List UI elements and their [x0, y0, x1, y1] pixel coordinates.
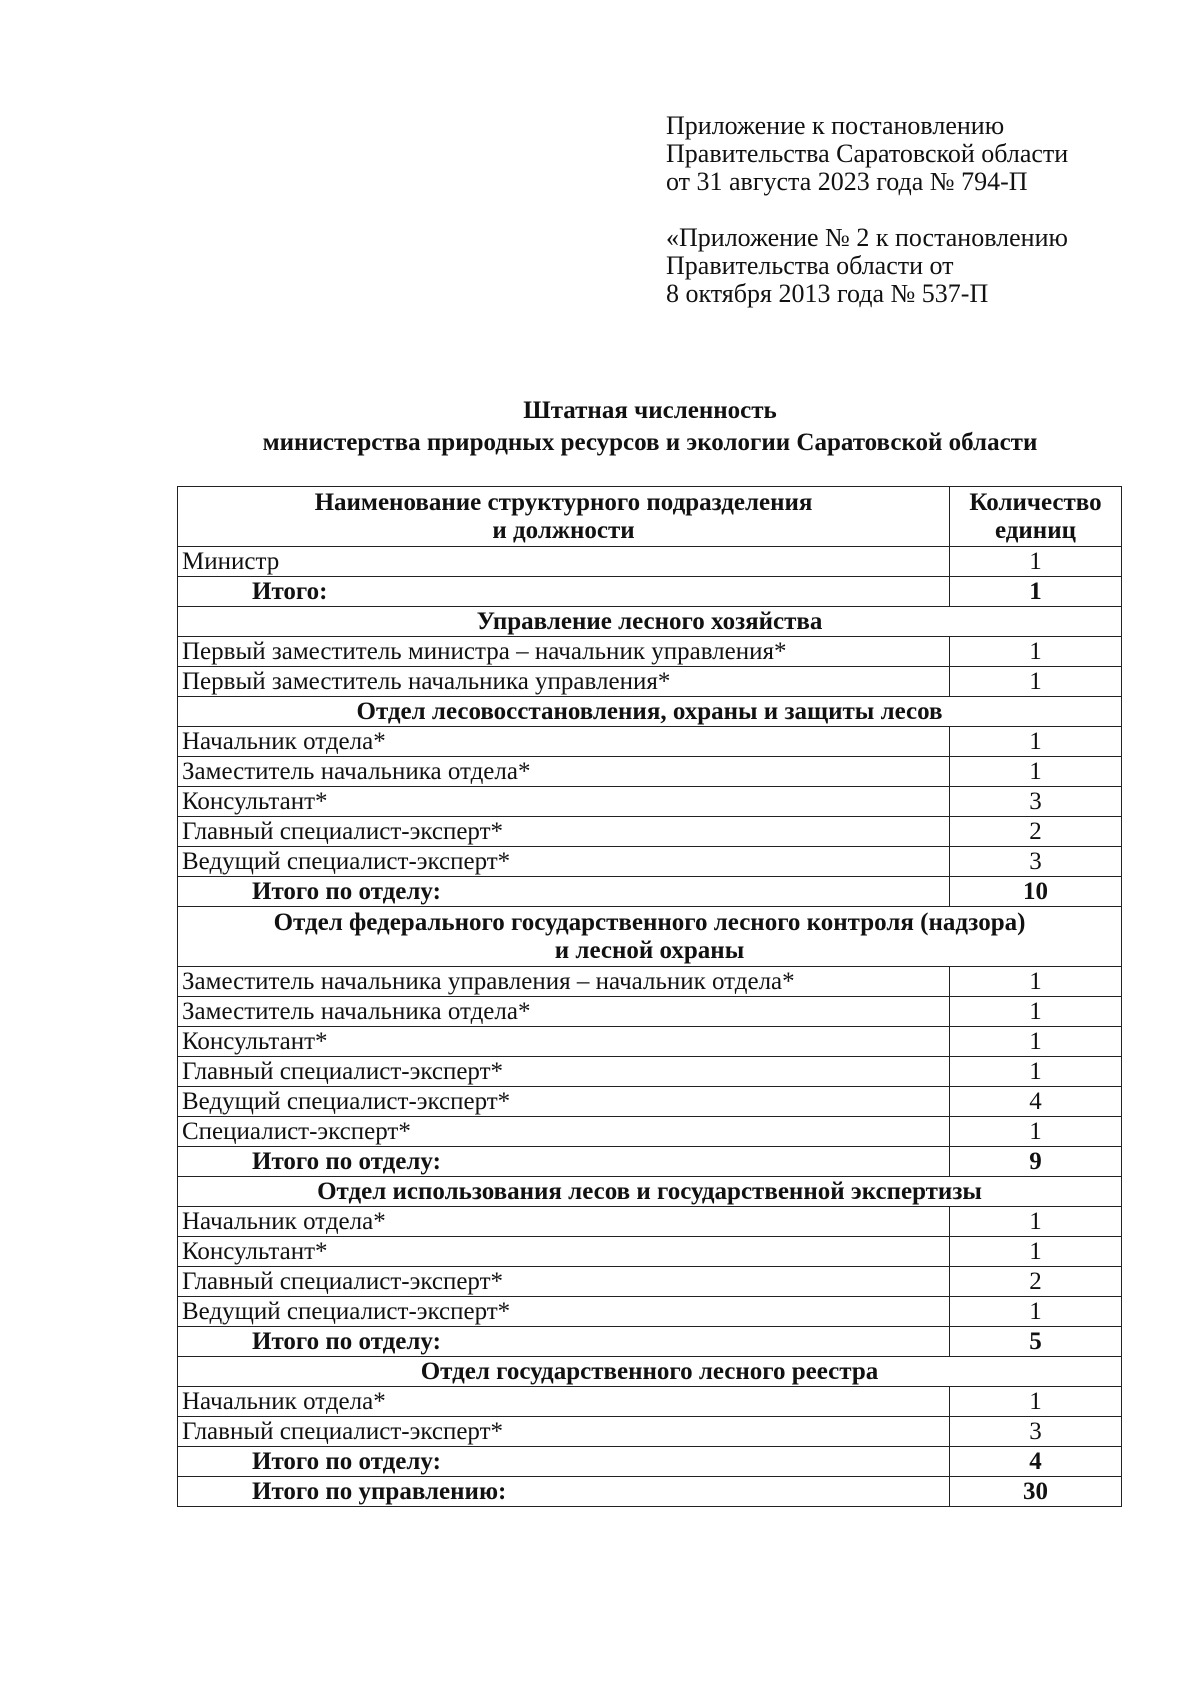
total-value: 10: [950, 877, 1122, 907]
position-name: Начальник отдела*: [178, 727, 950, 757]
header-line: от 31 августа 2023 года № 794-П: [666, 167, 1028, 196]
position-name: Заместитель начальника управления – начальник отдела*: [178, 967, 950, 997]
position-count: 1: [950, 1057, 1122, 1087]
total-value: 4: [950, 1447, 1122, 1477]
table-row: [178, 1387, 1122, 1417]
table-row: [178, 1207, 1122, 1237]
position-count: 2: [950, 817, 1122, 847]
position-name: Министр: [178, 547, 950, 577]
document-title: Штатная численность: [523, 397, 777, 424]
table-row: [178, 967, 1122, 997]
position-count: 1: [950, 997, 1122, 1027]
position-count: 1: [950, 547, 1122, 577]
position-count: 1: [950, 967, 1122, 997]
position-count: 1: [950, 727, 1122, 757]
position-count: 1: [950, 757, 1122, 787]
section-row: [178, 907, 1122, 967]
section-title: Отдел государственного лесного реестра: [178, 1357, 1122, 1387]
position-name: Ведущий специалист-эксперт*: [178, 1087, 950, 1117]
grand-total-label: Итого по управлению:: [178, 1477, 950, 1507]
section-title: Управление лесного хозяйства: [178, 607, 1122, 637]
table-header-row: [178, 487, 1122, 547]
position-count: 2: [950, 1267, 1122, 1297]
section-row: [178, 1177, 1122, 1207]
section-title: [178, 907, 1122, 967]
staffing-table-wrapper: [177, 486, 1121, 1507]
position-count: 1: [950, 1387, 1122, 1417]
position-name: Начальник отдела*: [178, 1207, 950, 1237]
position-name: Консультант*: [178, 787, 950, 817]
position-name: Главный специалист-эксперт*: [178, 1057, 950, 1087]
appendix-header: [666, 112, 1186, 308]
section-title: Отдел использования лесов и государственной экспертизы: [178, 1177, 1122, 1207]
position-name: Главный специалист-эксперт*: [178, 1267, 950, 1297]
total-row: [178, 877, 1122, 907]
table-row: [178, 787, 1122, 817]
total-row: [178, 1447, 1122, 1477]
total-label: Итого по отделу:: [178, 877, 950, 907]
total-value: 1: [950, 577, 1122, 607]
position-count: 1: [950, 1117, 1122, 1147]
header-line: Приложение к постановлению: [666, 111, 1005, 140]
total-label: Итого:: [178, 577, 950, 607]
table-row: [178, 667, 1122, 697]
table-row: [178, 1267, 1122, 1297]
table-row: [178, 637, 1122, 667]
total-label: Итого по отделу:: [178, 1447, 950, 1477]
header-line: 8 октября 2013 года № 537-П: [666, 279, 989, 308]
position-count: 4: [950, 1087, 1122, 1117]
section-title-line1: Отдел федерального государственного лесного контроля (надзора): [273, 908, 1026, 936]
table-row: [178, 547, 1122, 577]
section-title: Отдел лесовосстановления, охраны и защиты лесов: [178, 697, 1122, 727]
position-name: Консультант*: [178, 1027, 950, 1057]
col-header-name: [178, 487, 950, 547]
position-name: Ведущий специалист-эксперт*: [178, 847, 950, 877]
position-name: Заместитель начальника отдела*: [178, 997, 950, 1027]
total-row: [178, 577, 1122, 607]
col-header-count-line2: единиц: [994, 516, 1077, 544]
position-name: Первый заместитель министра – начальник управления*: [178, 637, 950, 667]
table-row: [178, 1417, 1122, 1447]
table-row: [178, 757, 1122, 787]
position-count: 3: [950, 1417, 1122, 1447]
section-title-line2: и лесной охраны: [554, 936, 745, 964]
position-count: 3: [950, 787, 1122, 817]
header-spacer: [666, 196, 1186, 224]
section-row: [178, 607, 1122, 637]
table-row: [178, 1117, 1122, 1147]
position-name: Заместитель начальника отдела*: [178, 757, 950, 787]
total-label: Итого по отделу:: [178, 1147, 950, 1177]
grand-total-row: [178, 1477, 1122, 1507]
position-count: 3: [950, 847, 1122, 877]
total-row: [178, 1147, 1122, 1177]
header-line: «Приложение № 2 к постановлению: [666, 223, 1068, 252]
position-count: 1: [950, 667, 1122, 697]
position-count: 1: [950, 1297, 1122, 1327]
position-name: Главный специалист-эксперт*: [178, 1417, 950, 1447]
table-row: [178, 997, 1122, 1027]
total-label: Итого по отделу:: [178, 1327, 950, 1357]
table-row: [178, 1057, 1122, 1087]
total-value: 5: [950, 1327, 1122, 1357]
position-count: 1: [950, 1207, 1122, 1237]
table-row: [178, 847, 1122, 877]
staffing-table: [177, 486, 1122, 1507]
position-count: 1: [950, 1237, 1122, 1267]
position-name: Специалист-эксперт*: [178, 1117, 950, 1147]
position-count: 1: [950, 637, 1122, 667]
section-row: [178, 697, 1122, 727]
position-name: Начальник отдела*: [178, 1387, 950, 1417]
col-header-count-line1: Количество: [969, 488, 1102, 516]
col-header-count: [950, 487, 1122, 547]
position-name: Главный специалист-эксперт*: [178, 817, 950, 847]
section-row: [178, 1357, 1122, 1387]
col-header-name-line2: и должности: [492, 516, 635, 544]
position-count: 1: [950, 1027, 1122, 1057]
grand-total-value: 30: [950, 1477, 1122, 1507]
header-line: Правительства области от: [666, 251, 954, 280]
table-row: [178, 1297, 1122, 1327]
header-line: Правительства Саратовской области: [666, 139, 1069, 168]
col-header-name-line1: Наименование структурного подразделения: [314, 488, 813, 516]
position-name: Первый заместитель начальника управления*: [178, 667, 950, 697]
table-row: [178, 1237, 1122, 1267]
table-row: [178, 727, 1122, 757]
position-name: Ведущий специалист-эксперт*: [178, 1297, 950, 1327]
total-value: 9: [950, 1147, 1122, 1177]
table-row: [178, 1027, 1122, 1057]
document-subtitle: министерства природных ресурсов и экологии Саратовской области: [262, 429, 1038, 456]
table-row: [178, 1087, 1122, 1117]
total-row: [178, 1327, 1122, 1357]
position-name: Консультант*: [178, 1237, 950, 1267]
table-row: [178, 817, 1122, 847]
